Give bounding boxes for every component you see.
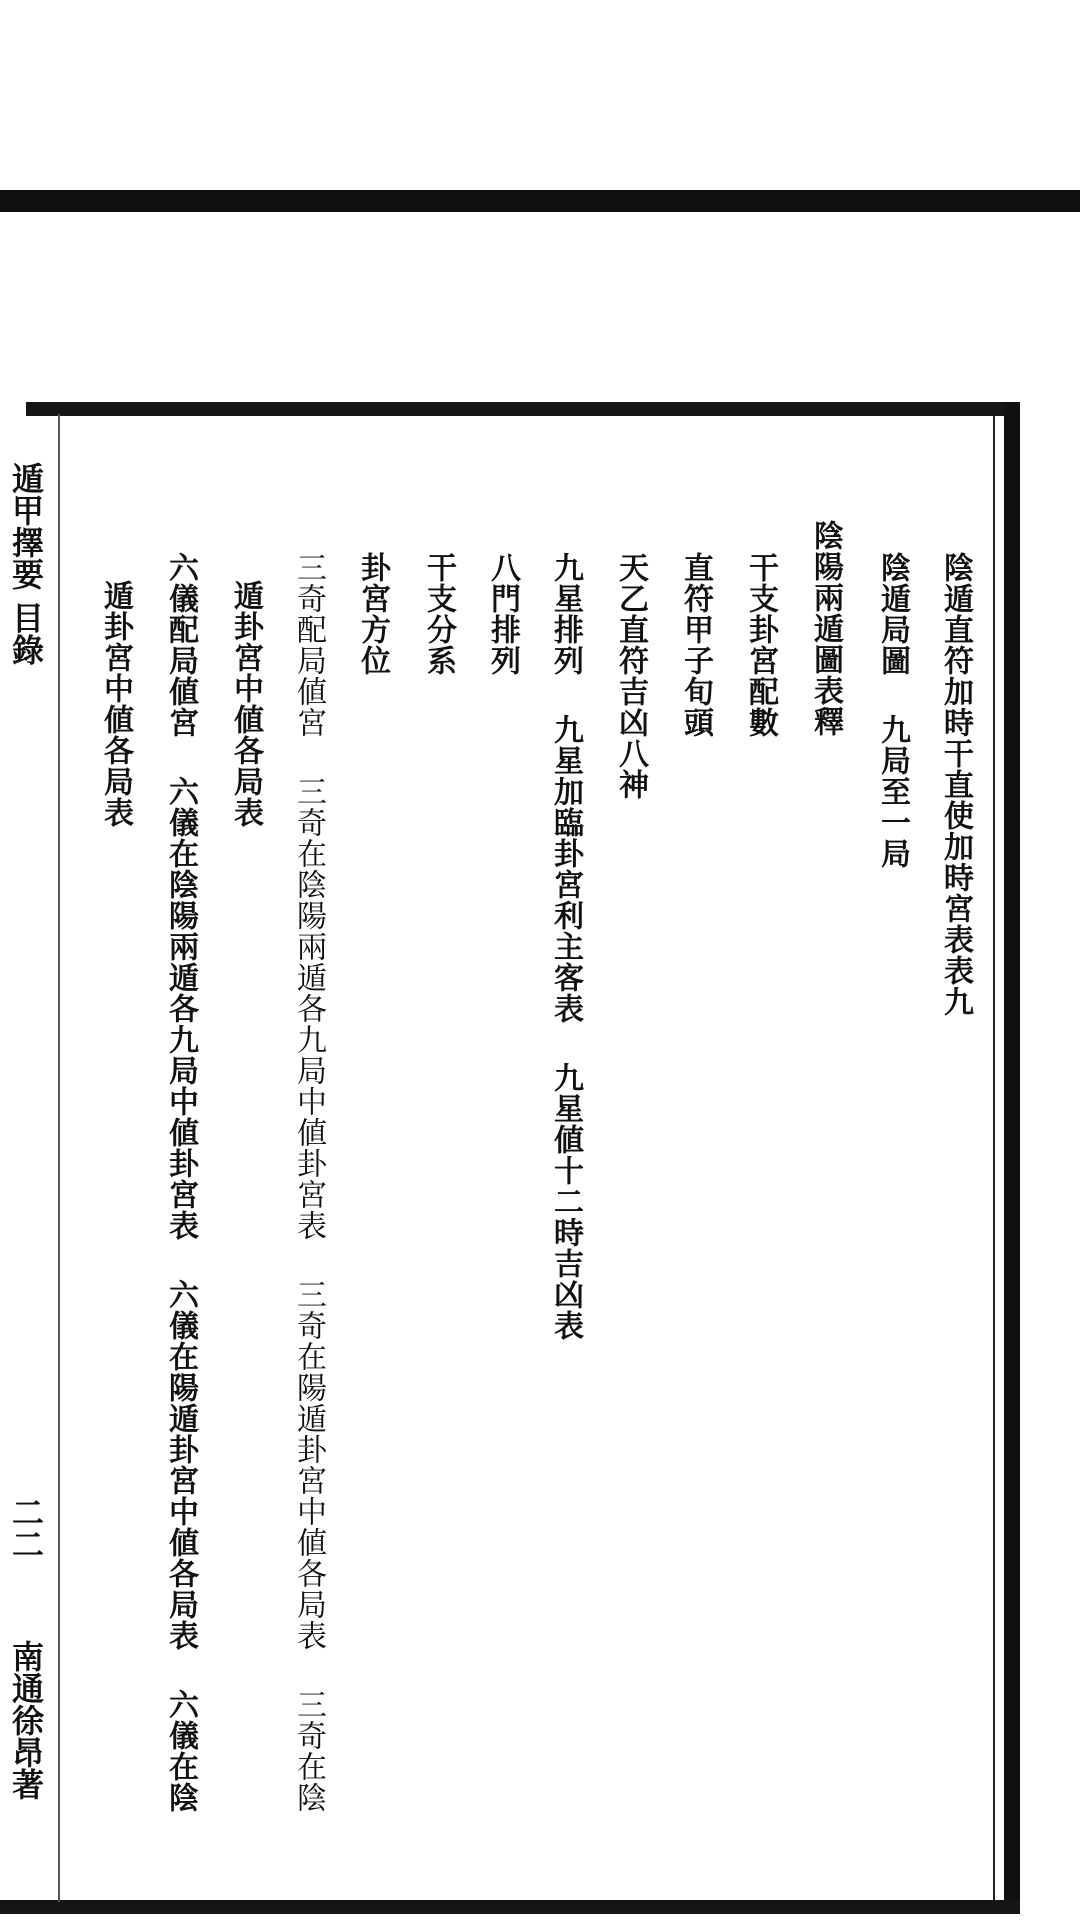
toc-entry-text: 九星排列	[548, 552, 583, 676]
toc-entry-2	[872, 552, 912, 869]
toc-entry-suffix-2: 九星値十二時吉凶表	[548, 1062, 583, 1341]
toc-entry-7	[545, 552, 585, 1341]
toc-entry-13	[160, 552, 200, 1813]
toc-entry-suffix: 三奇在陰陽兩遁各九局中値卦宮表	[291, 776, 326, 1241]
toc-entry-text: 遁卦宮中値各局表	[98, 580, 133, 828]
toc-entry-text: 遁卦宮中値各局表	[228, 580, 263, 828]
toc-entry-14	[95, 580, 135, 828]
toc-entry-10	[352, 552, 392, 676]
toc-entry-8	[482, 552, 522, 676]
toc-entry-suffix-3: 六儀在陰	[163, 1689, 198, 1813]
toc-entry-text: 六儀配局値宮	[163, 552, 198, 738]
toc-entry-text: 卦宮方位	[355, 552, 390, 676]
toc-entry-text: 陰陽兩遁圖表釋	[808, 520, 843, 737]
margin-page-number: 二二	[7, 1496, 45, 1560]
toc-entry-text: 陰遁局圖	[875, 552, 910, 676]
toc-entry-text: 干支卦宮配數	[743, 552, 778, 738]
frame-right-border	[1004, 402, 1020, 1914]
toc-entry-11	[288, 552, 328, 1813]
toc-entry-suffix: 九局至一局	[875, 714, 910, 869]
toc-entry-text: 天乙直符吉凶八神	[613, 552, 648, 800]
toc-entry-suffix-3: 三奇在陰	[291, 1689, 326, 1813]
frame-left-line	[58, 414, 60, 1902]
toc-entry-suffix: 九星加臨卦宮利主客表	[548, 714, 583, 1024]
toc-entry-4	[740, 552, 780, 738]
toc-entry-text: 八門排列	[485, 552, 520, 676]
toc-entry-5	[675, 552, 715, 738]
toc-entry-6	[610, 552, 650, 800]
toc-entry-text: 陰遁直符加時干直使加時宮表	[938, 552, 973, 955]
frame-top-border	[26, 402, 1020, 416]
toc-entry-text: 干支分系	[421, 552, 456, 676]
toc-entry-text: 直符甲子旬頭	[678, 552, 713, 738]
toc-entry-suffix: 表九	[938, 955, 973, 1017]
toc-entry-suffix: 六儀在陰陽兩遁各九局中値卦宮表	[163, 776, 198, 1241]
toc-entry-suffix-2: 六儀在陽遁卦宮中値各局表	[163, 1279, 198, 1651]
frame-inner-line	[993, 416, 995, 1900]
frame-bottom-border	[0, 1900, 1020, 1914]
toc-entry-9	[418, 552, 458, 676]
toc-entry-text: 三奇配局値宮	[291, 552, 326, 738]
margin-title: 遁甲擇要 目錄	[7, 462, 45, 666]
toc-entry-suffix-2: 三奇在陽遁卦宮中値各局表	[291, 1279, 326, 1651]
toc-entry-1	[935, 552, 975, 1017]
toc-entry-3	[805, 520, 845, 737]
top-rule	[0, 190, 1080, 212]
toc-entry-12	[225, 580, 265, 828]
margin-publisher: 南通徐昂著	[7, 1640, 45, 1800]
